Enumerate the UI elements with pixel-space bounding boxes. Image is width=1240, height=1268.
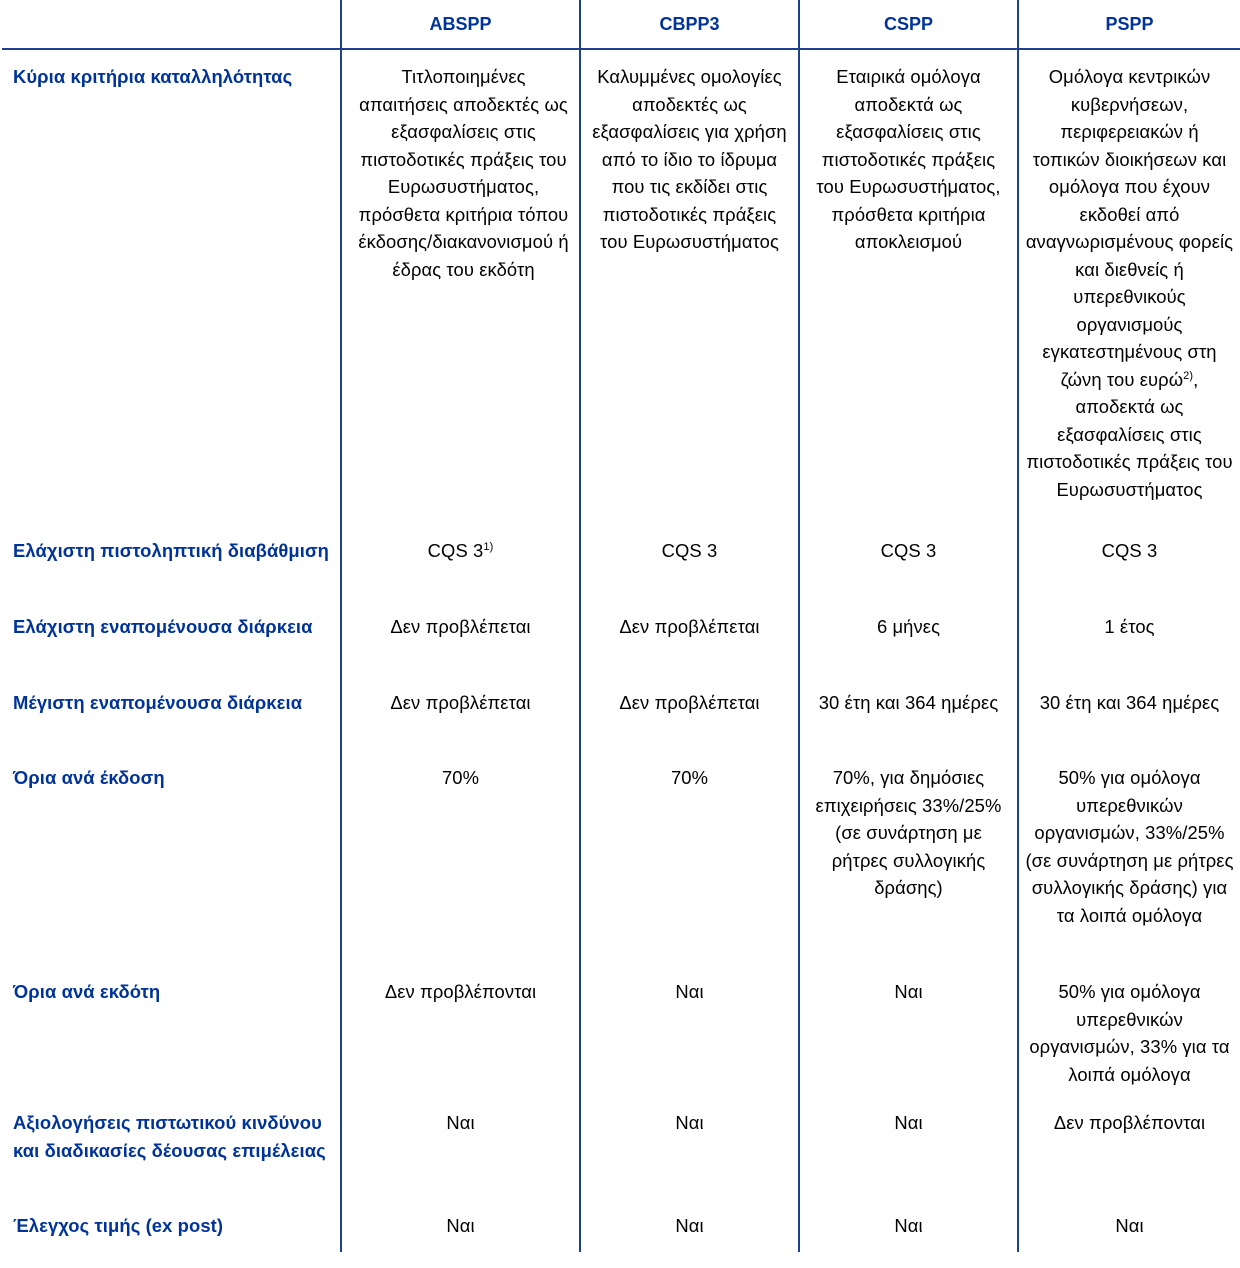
- cell-pspp-text-tail: , αποδεκτά ως εξασφαλίσεις στις πιστοδοτικές πράξεις του Ευρωσυστήματος: [1026, 368, 1233, 500]
- row-price-check: [2, 1212, 1240, 1252]
- cell-cbpp3: Ναι: [580, 1109, 799, 1212]
- cell-abspp: Ναι: [341, 1109, 580, 1212]
- cell-cspp: Ναι: [799, 978, 1018, 1109]
- cell-cspp: CQS 3: [799, 537, 1018, 613]
- cell-cspp: Ναι: [799, 1212, 1018, 1252]
- cell-cspp: Ναι: [799, 1109, 1018, 1212]
- row-label: Όρια ανά έκδοση: [13, 767, 165, 788]
- row-label: Κύρια κριτήρια καταλληλότητας: [13, 66, 293, 87]
- cell-cbpp3: 70%: [580, 764, 799, 978]
- cell-abspp: Ναι: [341, 1212, 580, 1252]
- row-label: Όρια ανά εκδότη: [13, 981, 161, 1002]
- row-label: Ελάχιστη εναπομένουσα διάρκεια: [13, 616, 313, 637]
- cell-abspp-text: CQS 3: [427, 540, 484, 561]
- row-min-credit-rating: [2, 537, 1240, 613]
- cell-pspp: 50% για ομόλογα υπερεθνικών οργανισμών, 33%/25% (σε συνάρτηση με ρήτρες συλλογικής δράσης) για τα λοιπά ομόλογα: [1018, 764, 1240, 978]
- cell-abspp: Δεν προβλέπονται: [341, 978, 580, 1109]
- cell-cspp: 6 μήνες: [799, 613, 1018, 689]
- header-abspp: ABSPP: [341, 0, 580, 49]
- cell-pspp: [1018, 49, 1240, 537]
- row-label: Ελάχιστη πιστοληπτική διαβάθμιση: [13, 540, 329, 561]
- cell-pspp: 30 έτη και 364 ημέρες: [1018, 689, 1240, 764]
- cell-abspp: [341, 537, 580, 613]
- cell-cbpp3: Δεν προβλέπεται: [580, 613, 799, 689]
- header-cbpp3: CBPP3: [580, 0, 799, 49]
- row-label: Έλεγχος τιμής (ex post): [13, 1215, 224, 1236]
- cell-pspp: 50% για ομόλογα υπερεθνικών οργανισμών, 33% για τα λοιπά ομόλογα: [1018, 978, 1240, 1109]
- footnote-marker: 2): [1183, 369, 1194, 382]
- cell-pspp: Ναι: [1018, 1212, 1240, 1252]
- row-max-remaining-maturity: [2, 689, 1240, 764]
- cell-pspp: CQS 3: [1018, 537, 1240, 613]
- header-corner: [2, 0, 341, 49]
- cell-abspp: Δεν προβλέπεται: [341, 613, 580, 689]
- cell-abspp: 70%: [341, 764, 580, 978]
- cell-cbpp3: CQS 3: [580, 537, 799, 613]
- row-issuer-limits: [2, 978, 1240, 1109]
- cell-abspp: Τιτλοποιημένες απαιτήσεις αποδεκτές ως εξασφαλίσεις στις πιστοδοτικές πράξεις του Ευρωσυστήματος, πρόσθετα κριτήρια τόπου έκδοσης/διακανονισμού ή έδρας του εκδότη: [341, 49, 580, 537]
- cell-abspp: Δεν προβλέπεται: [341, 689, 580, 764]
- cell-cbpp3: Ναι: [580, 1212, 799, 1252]
- row-issue-limits: [2, 764, 1240, 978]
- cell-cbpp3: Καλυμμένες ομολογίες αποδεκτές ως εξασφαλίσεις για χρήση από το ίδιο το ίδρυμα που τις εκδίδει στις πιστοδοτικές πράξεις του Ευρωσυστήματος: [580, 49, 799, 537]
- header-row: [2, 0, 1240, 49]
- cell-pspp: 1 έτος: [1018, 613, 1240, 689]
- cell-cbpp3: Δεν προβλέπεται: [580, 689, 799, 764]
- row-main-eligibility: [2, 49, 1240, 537]
- eligibility-criteria-table: [2, 0, 1240, 1252]
- cell-pspp-text: Ομόλογα κεντρικών κυβερνήσεων, περιφερειακών ή τοπικών διοικήσεων και ομόλογα που έχουν εκδοθεί από αναγνωρισμένους φορείς και διεθνείς ή υπερεθνικούς οργανισμούς εγκατεστημένους στη ζώνη του ευρώ: [1025, 66, 1234, 390]
- cell-cspp: 70%, για δημόσιες επιχειρήσεις 33%/25% (σε συνάρτηση με ρήτρες συλλογικής δράσης): [799, 764, 1018, 978]
- row-min-remaining-maturity: [2, 613, 1240, 689]
- row-credit-risk-assessment: [2, 1109, 1240, 1212]
- header-pspp: PSPP: [1018, 0, 1240, 49]
- header-cspp: CSPP: [799, 0, 1018, 49]
- cell-cspp: Εταιρικά ομόλογα αποδεκτά ως εξασφαλίσεις στις πιστοδοτικές πράξεις του Ευρωσυστήματος, πρόσθετα κριτήρια αποκλεισμού: [799, 49, 1018, 537]
- cell-pspp: Δεν προβλέπονται: [1018, 1109, 1240, 1212]
- row-label: Αξιολογήσεις πιστωτικού κινδύνου και διαδικασίες δέουσας επιμέλειας: [13, 1112, 326, 1161]
- cell-cbpp3: Ναι: [580, 978, 799, 1109]
- row-label: Μέγιστη εναπομένουσα διάρκεια: [13, 692, 303, 713]
- footnote-marker: 1): [483, 540, 494, 553]
- cell-cspp: 30 έτη και 364 ημέρες: [799, 689, 1018, 764]
